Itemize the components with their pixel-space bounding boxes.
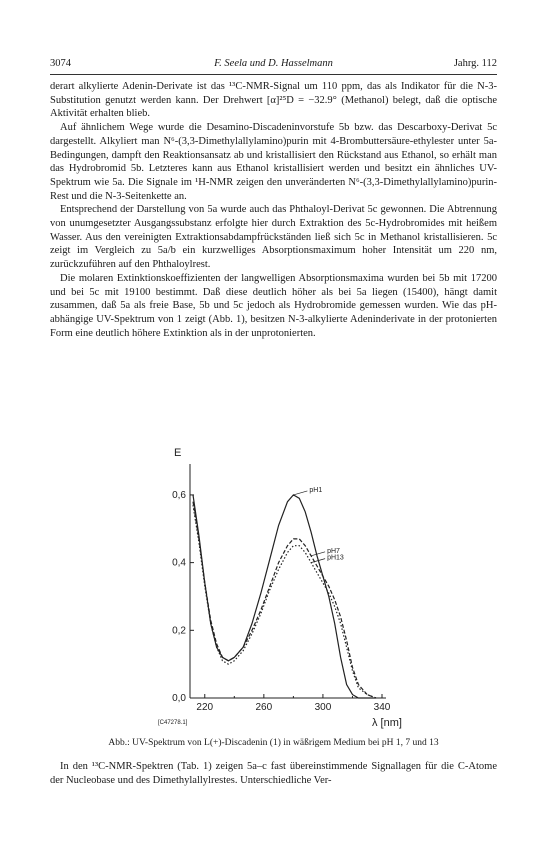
running-header [50, 56, 497, 75]
journal-volume: Jahrg. 112 [453, 58, 497, 69]
series-label-ph13: pH13 [327, 554, 344, 562]
chart-axes [190, 464, 386, 698]
series-ph13-line [193, 505, 376, 698]
y-tick-label: 0,4 [172, 557, 186, 569]
paragraph-2: Auf ähnlichem Wege wurde die Desamino-Discadeninvorstufe 5b bzw. das Descarboxy-Derivat 5c dargestellt. Alkyliert man N⁶-(3,3-Dimethylallylamino)purin mit 4-Brombuttersäure-ethylester unter 5a-Bedingungen, dampft den Reaktionsansatz ab und kristallisiert den Rückstand aus Ethanol, so erhält man das Hydrobromid 5b. Letzteres kann aus Ethanol kristallisiert werden und besitzt ein ähnliches UV-Spektrum wie 5a. Die Signale im ¹H-NMR zeigen den unveränderten N⁶-(3,3-Dimethylallylamino)purin-Rest und die N-3-Seitenkette an. [50, 122, 497, 202]
body-text [50, 80, 497, 340]
chart-lines [193, 491, 376, 698]
series-label-ph1: pH1 [309, 486, 323, 494]
series-ph7-line [193, 502, 376, 698]
uv-spectrum-figure [150, 438, 410, 738]
series-label-ph7: pH7 [327, 547, 340, 555]
y-tick-label: 0,2 [172, 625, 186, 637]
x-axis-label: λ [nm] [372, 717, 402, 729]
y-axis-label: E [174, 447, 182, 459]
figure-stamp: [C47278.1] [158, 720, 188, 726]
page-number: 3074 [50, 58, 71, 69]
figure-caption: Abb.: UV-Spektrum von L(+)-Discadenin (1) in wäßrigem Medium bei pH 1, 7 und 13 [108, 738, 439, 748]
running-authors: F. Seela und D. Hasselmann [214, 58, 333, 69]
body-text-continued [50, 760, 497, 787]
series-ph1-line [193, 495, 376, 698]
series-label-leader [311, 552, 325, 556]
paragraph-4: Die molaren Extinktionskoeffizienten der langwelligen Absorptionsmaxima wurden bei 5b mit 17200 und bei 5c mit 19100 bestimmt. Daß diese deutlich höher als bei 5a liegen (15400), hängt damit zusammen, daß 5a als freie Base, 5b und 5c jedoch als Hydrobromide gemessen wurden. Wie das pH-abhängige UV-Spektrum von 1 zeigt (Abb. 1), besitzen N-3-alkylierte Adeninderivate in der protonierten Form eine deutlich höhere Extinktion als in der unprotonierten. [50, 272, 497, 339]
x-tick-label: 260 [255, 702, 273, 713]
uv-spectrum-chart [150, 438, 410, 738]
paragraph-5: In den ¹³C-NMR-Spektren (Tab. 1) zeigen 5a–c fast übereinstimmende Signallagen für die C-Atome der Nucleobase und des Dimethylallylrestes. Unterschiedliche Ver- [50, 761, 497, 786]
x-tick-label: 220 [196, 702, 214, 713]
paragraph-1: derart alkylierte Adenin-Derivate ist das ¹³C-NMR-Signal um 110 ppm, das als Indikator für die N-3-Substitution genutzt werden kann. Der Drehwert [α]²⁵D = −32.9° (Methanol) belegt, daß die optische Aktivität erhalten blieb. [50, 81, 497, 120]
paragraph-3: Entsprechend der Darstellung von 5a wurde auch das Phthaloyl-Derivat 5c gewonnen. Die Abtrennung von unumgesetzter Ausgangssubstanz erfolgte hier durch Extraktion des 5c-Hydrobromides mit heißem Wasser. Aus den vereinigten Extraktionsabdampfrückständen ließ sich 5c in Methanol kristallisieren. 5c zeigt im Vergleich zu 5a/b ein kurzwelliges Absorptionsmaximum hoher Intensität um 220 nm, zurückzuführen auf den Phthaloylrest. [50, 204, 497, 271]
y-tick-label: 0,6 [172, 489, 186, 501]
series-label-leader [293, 491, 307, 495]
y-tick-label: 0,0 [172, 693, 186, 704]
x-tick-label: 340 [373, 702, 391, 713]
x-tick-label: 300 [314, 702, 332, 713]
chart-labels [158, 447, 402, 729]
